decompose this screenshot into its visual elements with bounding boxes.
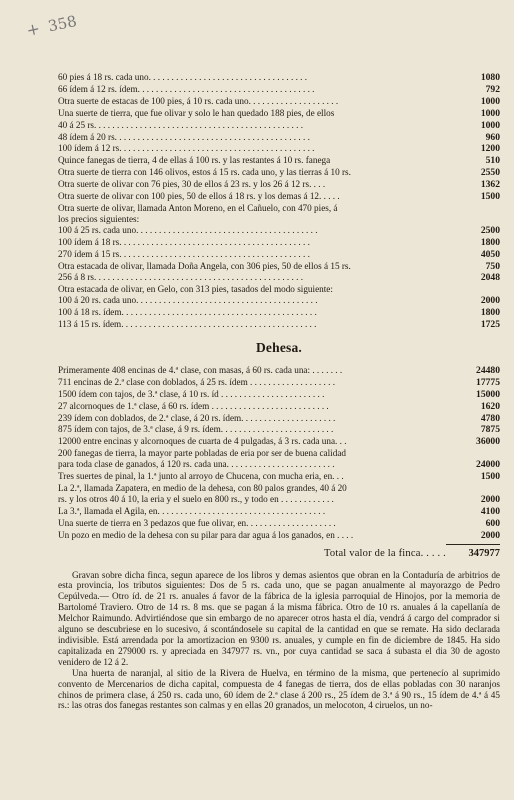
valuation-line-text: 711 encinas de 2.ª clase con doblados, á 25 rs. ídem . . . . . . . . . . . . . . . . . . . [58,376,336,387]
valuation-line-amount: 1500 [480,191,500,203]
valuation-line [58,179,500,191]
valuation-line-text: 27 alcornoques de 1.ª clase, á 60 rs. ídem . . . . . . . . . . . . . . . . . . . . . . . . . . [58,400,329,411]
valuation-line [58,120,500,132]
valuation-line [58,448,500,459]
valuation-line-text: Un pozo en medio de la dehesa con su pilar para dar agua á los ganados, en . . . . [58,529,354,540]
valuation-line-text: 40 á 25 rs. . . . . . . . . . . . . . . . . . . . . . . . . . . . . . . . . . . . . . . . . . . . . . [58,119,303,130]
valuation-line-text: Otra suerte de estacas de 100 pies, á 10 rs. cada uno. . . . . . . . . . . . . . . . . . . . [58,95,339,106]
valuation-line-text: 48 ídem á 20 rs. . . . . . . . . . . . . . . . . . . . . . . . . . . . . . . . . . . . . . . . . . . [58,131,310,142]
valuation-line [58,284,500,295]
document-body [58,72,500,711]
valuation-line [58,401,500,413]
valuation-line-amount: 1200 [480,143,500,155]
orchard-paragraph: Una huerta de naranjal, al sitio de la Rivera de Huelva, en término de la misma, que pertenecío al suprimido convento de Mercenarios de dicha capital, compuesta de 4 fanegas de tierra, dos de ellas pobladas con 30 naranjos chinos de primera clase, á 250 rs. cada uno, 60 ídem de 2.ª clase á 200 rs., 25 ídem de 3.ª á 90 rs., 15 ídem de 4.ª á 45 rs.: las otras dos fanegas restantes son calmas y en ellas 20 granados, un melocoton, 4 ciruelos, un no- [58,667,500,711]
valuation-line-text: Otra estacada de olivar, llamada Doña Angela, con 306 pies, 50 de ellos á 15 rs. [58,260,351,271]
valuation-line-amount: 4100 [480,505,500,517]
valuation-line-amount: 24480 [476,364,500,376]
valuation-line [58,365,500,377]
valuation-line-text: Otra estacada de olivar, en Gelo, con 313 pies, tasados del modo siguiente: [58,284,333,295]
page-margin-mark [25,11,79,40]
valuation-line [58,72,500,84]
valuation-line [58,108,500,120]
valuation-line-text: 100 á 18 rs. ídem. . . . . . . . . . . . . . . . . . . . . . . . . . . . . . . . . . . . . . . . . . . [58,307,317,318]
valuation-line-amount: 1000 [480,95,500,107]
valuation-line-text: los precios siguientes: [58,213,140,224]
valuation-line-amount: 2000 [480,529,500,541]
valuation-line-amount: 15000 [476,388,500,400]
valuation-line-amount: 4050 [480,248,500,260]
valuation-line-amount: 1620 [480,400,500,412]
valuation-line [58,167,500,179]
valuation-line [58,96,500,108]
valuation-line [58,214,500,225]
valuation-line-amount: 1725 [480,319,500,331]
valuation-line [58,155,500,167]
valuation-line [58,518,500,530]
valuation-line-text: rs. y los otros 40 á 10, la eria y el suelo en 800 rs., y todo en . . . . . . . . . . . . [58,493,334,504]
valuation-line-amount: 2000 [480,295,500,307]
valuation-line [58,203,500,214]
valuation-line-text: 270 ídem á 15 rs. . . . . . . . . . . . . . . . . . . . . . . . . . . . . . . . . . . . . . . . . . [58,248,310,259]
plus-mark-icon: + [24,18,42,41]
valuation-line-amount: 7875 [480,424,500,436]
valuation-line-amount: 2550 [480,167,500,179]
valuation-line [58,237,500,249]
valuation-line [58,261,500,273]
dehesa-valuation-list [58,365,500,542]
valuation-line-text: 66 ídem á 12 rs. ídem. . . . . . . . . . . . . . . . . . . . . . . . . . . . . . . . . . . . . . . [58,83,315,94]
valuation-line [58,494,500,506]
valuation-line [58,307,500,319]
valuation-line-amount: 24000 [476,459,500,471]
valuation-line-text: Tres suertes de pinal, la 1.ª junto al arroyo de Chucena, con mucha eria, en. . . [58,471,344,482]
valuation-line [58,413,500,425]
valuation-line-text: 875 ídem con tajos, de 3.ª clase, á 9 rs. ídem. . . . . . . . . . . . . . . . . . . . . . . . . [58,424,334,435]
valuation-line-amount: 1000 [480,107,500,119]
valuation-line-text: 100 ídem á 12 rs. . . . . . . . . . . . . . . . . . . . . . . . . . . . . . . . . . . . . . . . . . . [58,143,315,154]
valuation-line-amount: 2500 [480,224,500,236]
valuation-line-text: 60 pies á 18 rs. cada uno. . . . . . . . . . . . . . . . . . . . . . . . . . . . . . . . . . . [58,72,308,82]
valuation-line-amount: 510 [485,155,500,167]
page-number-handwritten: 358 [46,11,79,36]
valuation-line-text: para toda clase de ganados, á 120 rs. cada una. . . . . . . . . . . . . . . . . . . . . . . . [58,459,335,470]
valuation-line-text: Una suerte de tierra, que fue olivar y solo le han quedado 188 pies, de ellos [58,107,335,118]
valuation-line [58,459,500,471]
valuation-line-amount: 750 [485,260,500,272]
valuation-line [58,506,500,518]
valuation-line-amount: 17775 [476,376,500,388]
valuation-line-amount: 1080 [480,72,500,83]
valuation-line [58,249,500,261]
valuation-line-amount: 1362 [480,179,500,191]
valuation-line [58,377,500,389]
valuation-line [58,530,500,542]
valuation-line [58,84,500,96]
valuation-line-amount: 2000 [480,493,500,505]
valuation-line [58,225,500,237]
valuation-line [58,295,500,307]
valuation-line-amount: 1000 [480,119,500,131]
valuation-line [58,132,500,144]
valuation-line [58,424,500,436]
valuation-line [58,319,500,331]
valuation-line-text: 1500 ídem con tajos, de 3.ª clase, á 10 rs. íd . . . . . . . . . . . . . . . . . . . . . . . [58,388,325,399]
valuation-line-text: Primeramente 408 encinas de 4.ª clase, con masas, á 60 rs. cada una: . . . . . . . [58,364,343,375]
valuation-line-text: 100 ídem á 18 rs. . . . . . . . . . . . . . . . . . . . . . . . . . . . . . . . . . . . . . . . . . [58,236,310,247]
valuation-line-amount: 4780 [480,412,500,424]
valuation-line [58,272,500,284]
valuation-line-amount: 1500 [480,471,500,483]
valuation-line-amount: 36000 [476,436,500,448]
valuation-line-text: Otra suerte de tierra con 146 olivos, estos á 15 rs. cada uno, y las tierras á 10 rs. [58,167,351,178]
section-title: Dehesa. [255,339,303,355]
valuation-line-text: Una suerte de tierra en 3 pedazos que fue olivar, en. . . . . . . . . . . . . . . . . . . . [58,517,336,528]
valuation-line-text: 100 á 20 rs. cada uno. . . . . . . . . . . . . . . . . . . . . . . . . . . . . . . . . . . . . . . . [58,295,318,306]
encumbrances-paragraph: Gravan sobre dicha finca, segun aparece de los libros y demas asientos que obran en la Contaduría de arbitrios de esta provincia, los tributos siguientes: Dos de 5 rs. cada uno, que se pagan anualmente al mayorazgo de Pedro Cepúlveda.— Otro íd. de 21 rs. anuales á favor de la fábrica de la iglesia parroquial de Hinojos, por la memoria de Bartolomé Traviero. Otro de 14 rs. 8 ms. que se pagan á la misma fábrica. Otro de 10 rs. anuales á la capellanía de Melchor Raimundo. Advirtiéndose que sin embargo de no aparecer otros hasta el día, vendrá á cargo del comprador si alguno se descubriese en lo sucesivo, á scontándosele su capital de la cantidad en que se remate. Ha sido declarada indivisible. Está arrendada por la amortizacion en 9300 rs. anuales, y cumple en fin de diciembre de 1845. Ha sido capitalizada en 279000 rs. y apreciada en 347977 rs. vn., por cuya cantidad se saca á subasta el dia 30 de agosto venidero de 12 á 2. [58,569,500,667]
valuation-line-text: 12000 entre encinas y alcornoques de cuarta de 4 pulgadas, á 3 rs. cada una. . . [58,436,347,447]
valuation-line [58,436,500,448]
valuation-line-text: 200 fanegas de tierra, la mayor parte pobladas de eria por ser de buena calidad [58,448,346,459]
valuation-line-text: Otra suerte de olivar con 76 pies, 30 de ellos á 23 rs. y los 26 á 12 rs. . . . [58,179,326,190]
valuation-line-text: Otra suerte de olivar, llamada Anton Moreno, en el Cañuelo, con 470 pies, á [58,202,338,213]
valuation-line-amount: 960 [485,131,500,143]
valuation-line-amount: 600 [485,517,500,529]
valuation-line [58,143,500,155]
total-row [58,547,500,560]
valuation-line [58,483,500,494]
olive-grove-valuation-list [58,72,500,331]
valuation-line [58,191,500,203]
valuation-line-text: Quince fanegas de tierra, 4 de ellas á 100 rs. y las restantes á 10 rs. fanega [58,155,331,166]
valuation-line-text: 100 á 25 rs. cada uno. . . . . . . . . . . . . . . . . . . . . . . . . . . . . . . . . . . . . . . . [58,224,318,235]
valuation-line-amount: 1800 [480,236,500,248]
total-label: Total valor de la finca. . . . . [324,547,446,559]
valuation-line-text: La 3.ª, llamada el Agila, en. . . . . . . . . . . . . . . . . . . . . . . . . . . . . . . . . . . . . [58,505,326,516]
valuation-line [58,471,500,483]
valuation-line-text: 239 ídem con doblados, de 2.ª clase, á 20 rs. ídem. . . . . . . . . . . . . . . . . . . . . [58,412,336,423]
total-rule-divider [446,544,500,545]
valuation-line-amount: 792 [485,83,500,95]
valuation-line-text: 256 á 8 rs. . . . . . . . . . . . . . . . . . . . . . . . . . . . . . . . . . . . . . . . . . . . . . [58,272,303,283]
total-value: 347977 [468,547,500,559]
valuation-line-text: Otra suerte de olivar con 100 pies, 50 de ellos á 18 rs. y los demas á 12. . . . . [58,191,340,202]
valuation-line-text: 113 á 15 rs. ídem. . . . . . . . . . . . . . . . . . . . . . . . . . . . . . . . . . . . . . . . . . . [58,319,317,330]
valuation-line [58,389,500,401]
valuation-line-amount: 1800 [480,307,500,319]
valuation-line-amount: 2048 [480,272,500,284]
valuation-line-text: La 2.ª, llamada Zapatera, en medio de la dehesa, con 80 palos grandes, 40 á 20 [58,483,347,493]
